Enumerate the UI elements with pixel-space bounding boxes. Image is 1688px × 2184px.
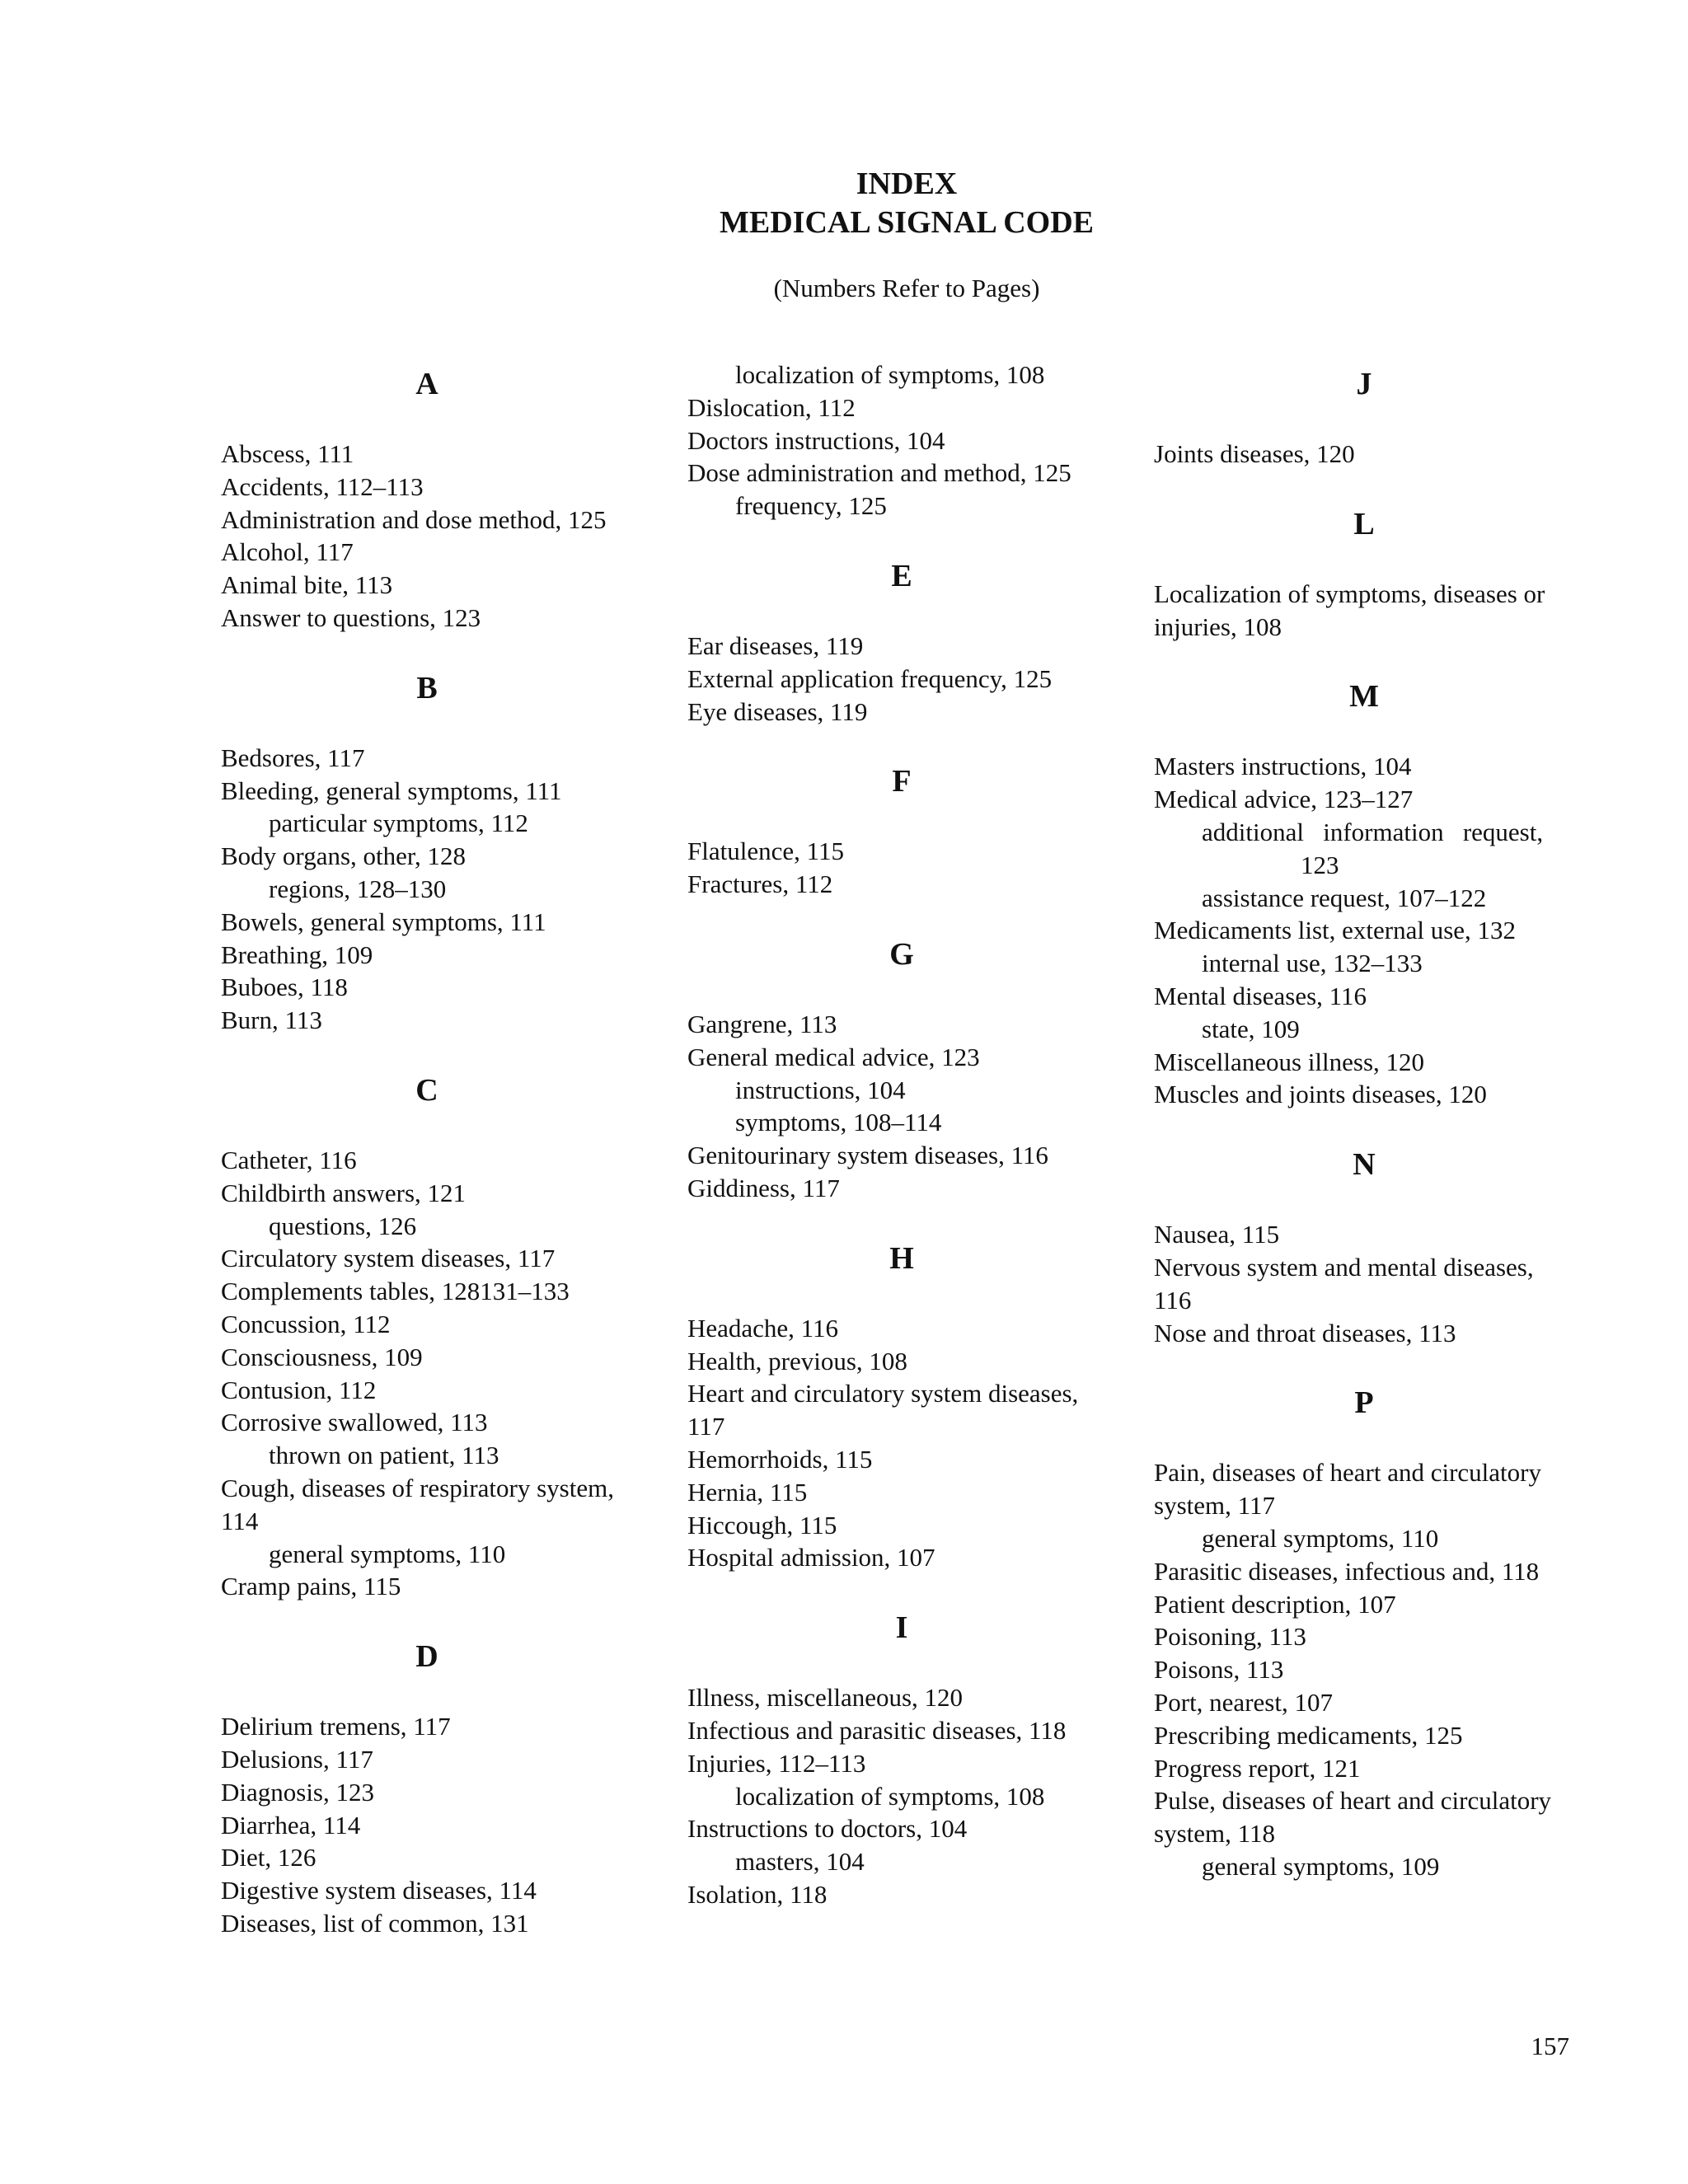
index-entry: Buboes, 118: [221, 972, 348, 1002]
index-entry: Answer to questions, 123: [221, 602, 481, 632]
index-entry: Consciousness, 109: [221, 1342, 423, 1371]
section-spacer: [221, 635, 633, 663]
index-entry: Dislocation, 112: [687, 392, 856, 422]
index-entry: Nose and throat diseases, 113: [1154, 1318, 1456, 1347]
index-entry: Diet, 126: [221, 1843, 316, 1872]
index-entry: Localization of symptoms, diseases or: [1154, 579, 1545, 608]
index-entry: Port, nearest, 107: [1154, 1687, 1333, 1717]
index-entry: Gangrene, 113: [687, 1009, 837, 1038]
page-title: [0, 165, 1688, 242]
index-entry: Cough, diseases of respiratory system,: [221, 1473, 614, 1502]
index-entry: Isolation, 118: [687, 1879, 828, 1909]
index-entry: Prescribing medicaments, 125: [1154, 1720, 1463, 1750]
index-entry: Body organs, other, 128: [221, 841, 466, 871]
index-entry: Cramp pains, 115: [221, 1572, 401, 1601]
index-entry: Flatulence, 115: [687, 837, 844, 866]
index-entry: Concussion, 112: [221, 1309, 391, 1338]
section-spacer: [221, 1037, 633, 1065]
index-entry: Dose administration and method, 125: [687, 458, 1071, 488]
index-subentry: localization of symptoms, 108: [735, 360, 1045, 389]
index-entry: Circulatory system diseases, 117: [221, 1244, 556, 1273]
index-entry: Poisons, 113: [1154, 1655, 1284, 1685]
index-subentry: symptoms, 108–114: [735, 1108, 942, 1137]
index-entry: Poisoning, 113: [1154, 1622, 1306, 1652]
index-subentry: general symptoms, 110: [269, 1539, 506, 1568]
index-entry: Hemorrhoids, 115: [687, 1444, 873, 1474]
index-subentry: particular symptoms, 112: [269, 808, 528, 838]
index-entry: Diseases, list of common, 131: [221, 1908, 529, 1938]
index-column-2: [687, 359, 1116, 1911]
index-entry: injuries, 108: [1154, 612, 1282, 641]
index-entry: Breathing, 109: [221, 940, 373, 969]
section-letter-heading: J: [1356, 367, 1372, 401]
index-entry: Heart and circulatory system diseases,: [687, 1379, 1079, 1408]
section-letter-heading: C: [415, 1072, 438, 1108]
index-entry: Nervous system and mental diseases,: [1154, 1252, 1534, 1282]
index-entry: Patient description, 107: [1154, 1589, 1396, 1619]
section-spacer: [687, 1205, 1116, 1233]
index-subentry: general symptoms, 110: [1202, 1523, 1439, 1553]
index-entry: Bowels, general symptoms, 111: [221, 907, 546, 936]
index-entry: Parasitic diseases, infectious and, 118: [1154, 1556, 1540, 1586]
section-spacer: [221, 1603, 633, 1631]
index-subentry: localization of symptoms, 108: [735, 1781, 1045, 1811]
section-letter-heading: M: [1349, 679, 1379, 715]
index-entry: Catheter, 116: [221, 1145, 357, 1174]
index-entry: Alcohol, 117: [221, 537, 354, 567]
section-letter-heading: P: [1354, 1385, 1374, 1421]
section-letter-heading: E: [891, 558, 912, 593]
index-entry: 117: [687, 1412, 725, 1441]
page-subtitle: (Numbers Refer to Pages): [773, 274, 1040, 302]
index-entry: Eye diseases, 119: [687, 696, 868, 726]
index-entry: Delusions, 117: [221, 1744, 373, 1774]
index-subentry: assistance request, 107–122: [1202, 883, 1487, 912]
section-letter-heading: G: [889, 936, 914, 972]
index-entry: Diarrhea, 114: [221, 1810, 361, 1840]
index-subentry: masters, 104: [735, 1847, 865, 1877]
index-subentry: questions, 126: [269, 1211, 417, 1240]
index-entry: Illness, miscellaneous, 120: [687, 1683, 964, 1713]
section-spacer: [1154, 471, 1574, 499]
section-letter-heading: H: [889, 1240, 914, 1276]
index-entry: Pain, diseases of heart and circulatory: [1154, 1458, 1541, 1488]
index-entry: Bleeding, general symptoms, 111: [221, 776, 562, 805]
index-entry: Animal bite, 113: [221, 570, 393, 600]
index-entry: Corrosive swallowed, 113: [221, 1408, 488, 1437]
section-spacer: [1154, 643, 1574, 671]
index-entry: Accidents, 112–113: [221, 471, 424, 501]
index-subentry: regions, 128–130: [269, 874, 447, 903]
page-number: 157: [1531, 2032, 1569, 2060]
index-subentry: state, 109: [1202, 1014, 1300, 1043]
section-letter-heading: I: [895, 1610, 908, 1646]
index-entry: Instructions to doctors, 104: [687, 1814, 968, 1844]
index-entry: Pulse, diseases of heart and circulatory: [1154, 1786, 1552, 1816]
index-entry: Injuries, 112–113: [687, 1748, 866, 1778]
index-subentry: additional information request,: [1202, 817, 1544, 846]
index-entry: Administration and dose method, 125: [221, 504, 607, 534]
section-letter-heading: A: [415, 367, 438, 401]
index-entry: Giddiness, 117: [687, 1173, 840, 1202]
index-entry: Abscess, 111: [221, 439, 354, 468]
title-line-index: INDEX: [856, 166, 958, 201]
index-entry: Mental diseases, 116: [1154, 981, 1367, 1010]
index-subentry: internal use, 132–133: [1202, 949, 1423, 978]
index-entry: system, 117: [1154, 1491, 1275, 1521]
index-entry: 114: [221, 1506, 259, 1535]
section-spacer: [687, 901, 1116, 929]
index-entry: Ear diseases, 119: [687, 630, 864, 660]
index-entry: Fractures, 112: [687, 869, 833, 899]
index-entry: Childbirth answers, 121: [221, 1178, 467, 1207]
index-entry: Burn, 113: [221, 1005, 322, 1035]
index-entry: Contusion, 112: [221, 1375, 377, 1404]
section-letter-heading: D: [415, 1639, 438, 1675]
index-entry: Joints diseases, 120: [1154, 439, 1355, 468]
index-subentry: 123: [1301, 850, 1339, 879]
section-spacer: [687, 523, 1116, 551]
index-entry: Doctors instructions, 104: [687, 425, 945, 455]
section-letter-heading: L: [1353, 506, 1375, 541]
index-entry: Medical advice, 123–127: [1154, 785, 1414, 814]
index-entry: Health, previous, 108: [687, 1346, 907, 1376]
section-spacer: [687, 728, 1116, 756]
index-subentry: thrown on patient, 113: [269, 1441, 499, 1470]
section-spacer: [1154, 1349, 1574, 1377]
index-entry: External application frequency, 125: [687, 663, 1053, 693]
index-subentry: frequency, 125: [735, 491, 887, 521]
index-entry: Diagnosis, 123: [221, 1777, 374, 1807]
index-entry: Infectious and parasitic diseases, 118: [687, 1715, 1067, 1745]
index-entry: Bedsores, 117: [221, 743, 365, 772]
index-entry: Hospital admission, 107: [687, 1543, 935, 1572]
section-letter-heading: N: [1353, 1147, 1376, 1183]
index-entry: Medicaments list, external use, 132: [1154, 916, 1517, 945]
index-entry: Nausea, 115: [1154, 1220, 1280, 1249]
index-subentry: general symptoms, 109: [1202, 1851, 1440, 1881]
section-letter-heading: B: [416, 670, 438, 705]
section-letter-heading: F: [892, 764, 912, 799]
index-entry: Progress report, 121: [1154, 1753, 1361, 1783]
index-entry: Digestive system diseases, 114: [221, 1876, 537, 1905]
index-subentry: instructions, 104: [735, 1075, 906, 1104]
index-entry: 116: [1154, 1285, 1192, 1315]
index-column-3: [1154, 359, 1574, 1883]
index-entry: Hernia, 115: [687, 1477, 808, 1507]
index-entry: Delirium tremens, 117: [221, 1712, 451, 1741]
section-spacer: [1154, 1111, 1574, 1139]
index-entry: Masters instructions, 104: [1154, 752, 1412, 781]
index-column-1: [221, 359, 633, 1940]
title-line-code: MEDICAL SIGNAL CODE: [720, 205, 1094, 240]
index-entry: Miscellaneous illness, 120: [1154, 1047, 1425, 1076]
index-entry: Hiccough, 115: [687, 1510, 837, 1540]
section-spacer: [687, 1574, 1116, 1602]
index-entry: Headache, 116: [687, 1313, 839, 1343]
index-entry: General medical advice, 123: [687, 1042, 980, 1071]
index-entry: Genitourinary system diseases, 116: [687, 1141, 1048, 1170]
index-entry: Complements tables, 128131–133: [221, 1277, 570, 1306]
index-entry: Muscles and joints diseases, 120: [1154, 1080, 1487, 1109]
index-entry: system, 118: [1154, 1819, 1275, 1849]
